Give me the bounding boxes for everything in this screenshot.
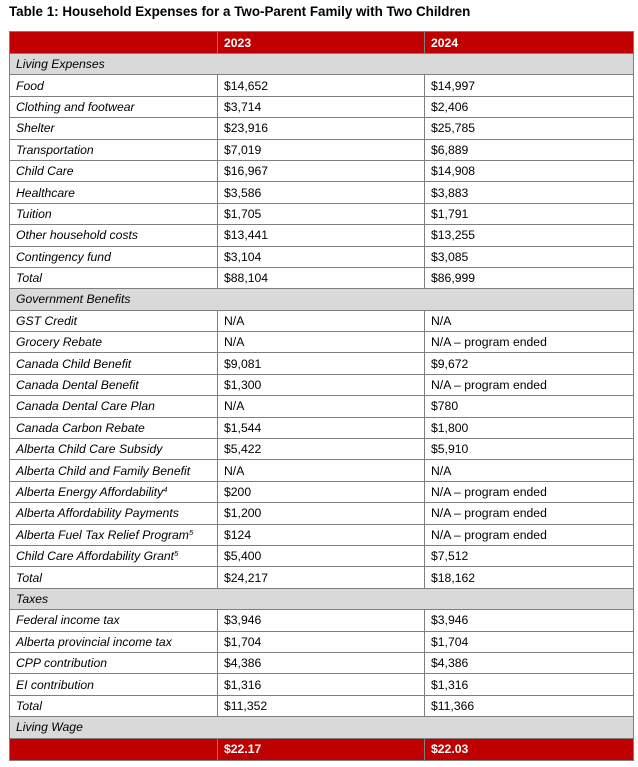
value-2023: N/A (218, 332, 425, 353)
value-2023: $1,705 (218, 203, 425, 224)
value-2024: $6,889 (425, 139, 634, 160)
row-label: Other household costs (16, 228, 138, 243)
value-2023: N/A (218, 460, 425, 481)
row-label: Shelter (16, 121, 55, 136)
value-2024: N/A – program ended (425, 481, 634, 502)
value-2023: $3,104 (218, 246, 425, 267)
table-row (10, 674, 634, 695)
row-label: Healthcare (16, 185, 75, 200)
value-2023: $200 (218, 481, 425, 502)
value-2024: $7,512 (425, 545, 634, 566)
value-2023: $16,967 (218, 160, 425, 181)
section-taxes (10, 588, 634, 609)
table-row (10, 610, 634, 631)
value-2023: $24,217 (218, 567, 425, 588)
table-row (10, 203, 634, 224)
row-label-cell (10, 652, 218, 673)
row-label: Canada Child Benefit (16, 356, 132, 371)
table-row (10, 75, 634, 96)
row-label-cell (10, 631, 218, 652)
row-label: EI contribution (16, 677, 94, 692)
table-header-row (10, 32, 634, 54)
value-2023: $88,104 (218, 267, 425, 288)
value-2024: $1,800 (425, 417, 634, 438)
table-row (10, 160, 634, 181)
row-label: Alberta Affordability Payments (16, 506, 179, 521)
household-expenses-table (9, 31, 634, 761)
table-row (10, 503, 634, 524)
value-2024: $14,997 (425, 75, 634, 96)
row-label: Alberta Child Care Subsidy (16, 442, 163, 457)
table-row (10, 567, 634, 588)
table-row (10, 417, 634, 438)
row-label-cell (10, 417, 218, 438)
row-label: Total (16, 570, 42, 585)
value-2024: $1,704 (425, 631, 634, 652)
table-row (10, 96, 634, 117)
value-2024: N/A – program ended (425, 332, 634, 353)
value-2023: N/A (218, 310, 425, 331)
value-2023: $1,316 (218, 674, 425, 695)
value-2023: $3,586 (218, 182, 425, 203)
row-label-cell (10, 139, 218, 160)
table-row (10, 439, 634, 460)
row-label-cell (10, 96, 218, 117)
table-row (10, 396, 634, 417)
row-label: Total (16, 271, 42, 286)
living-wage-2024: $22.03 (425, 738, 634, 760)
value-2023: $3,946 (218, 610, 425, 631)
row-label-cell (10, 75, 218, 96)
value-2024: N/A (425, 460, 634, 481)
table-row (10, 374, 634, 395)
row-label: Alberta provincial income tax (16, 634, 172, 649)
section-living-wage (10, 717, 634, 738)
value-2024: $780 (425, 396, 634, 417)
value-2023: $5,400 (218, 545, 425, 566)
row-label: Tuition (16, 206, 52, 221)
table-row (10, 652, 634, 673)
row-label: Transportation (16, 142, 94, 157)
row-label-cell (10, 695, 218, 716)
row-label-cell (10, 460, 218, 481)
header-2023: 2023 (218, 32, 425, 54)
value-2024: $3,883 (425, 182, 634, 203)
value-2024: $1,791 (425, 203, 634, 224)
row-label: Canada Carbon Rebate (16, 420, 145, 435)
value-2024: N/A – program ended (425, 374, 634, 395)
row-label-cell (10, 610, 218, 631)
row-label-cell (10, 374, 218, 395)
value-2024: $14,908 (425, 160, 634, 181)
row-label: Federal income tax (16, 613, 120, 628)
table-row (10, 118, 634, 139)
row-label-cell (10, 182, 218, 203)
row-label-cell (10, 332, 218, 353)
row-label-cell (10, 524, 218, 545)
value-2023: $124 (218, 524, 425, 545)
value-2024: $5,910 (425, 439, 634, 460)
section-government-benefits (10, 289, 634, 310)
value-2024: N/A (425, 310, 634, 331)
footnote-marker: 5 (174, 549, 179, 559)
section-label: Government Benefits (10, 289, 634, 310)
footnote-marker: 4 (163, 485, 168, 494)
header-2024: 2024 (425, 32, 634, 54)
value-2023: $1,300 (218, 374, 425, 395)
row-label: Child Care (16, 164, 74, 179)
value-2023: $23,916 (218, 118, 425, 139)
value-2023: $5,422 (218, 439, 425, 460)
section-label: Living Wage (10, 717, 634, 738)
row-label-cell (10, 118, 218, 139)
value-2024: $2,406 (425, 96, 634, 117)
row-label-cell (10, 353, 218, 374)
living-wage-row (10, 738, 634, 760)
value-2023: $13,441 (218, 225, 425, 246)
row-label-cell (10, 503, 218, 524)
living-wage-empty-cell (10, 738, 218, 760)
row-label-cell (10, 160, 218, 181)
row-label-cell (10, 267, 218, 288)
value-2024: $3,085 (425, 246, 634, 267)
row-label-cell (10, 545, 218, 566)
value-2024: N/A – program ended (425, 524, 634, 545)
table-row (10, 225, 634, 246)
row-label: Alberta Fuel Tax Relief Program (16, 527, 189, 542)
value-2023: N/A (218, 396, 425, 417)
row-label-cell (10, 310, 218, 331)
value-2023: $7,019 (218, 139, 425, 160)
value-2023: $1,704 (218, 631, 425, 652)
table-row (10, 310, 634, 331)
table-row (10, 631, 634, 652)
value-2023: $1,544 (218, 417, 425, 438)
row-label-cell (10, 674, 218, 695)
row-label: Grocery Rebate (16, 335, 103, 350)
value-2024: $1,316 (425, 674, 634, 695)
row-label: GST Credit (16, 313, 77, 328)
table-row (10, 267, 634, 288)
value-2024: $13,255 (425, 225, 634, 246)
value-2023: $14,652 (218, 75, 425, 96)
value-2023: $9,081 (218, 353, 425, 374)
header-empty-cell (10, 32, 218, 54)
table-row (10, 182, 634, 203)
value-2023: $11,352 (218, 695, 425, 716)
row-label-cell (10, 203, 218, 224)
section-living-expenses (10, 54, 634, 75)
row-label: Canada Dental Care Plan (16, 399, 155, 414)
section-label: Taxes (10, 588, 634, 609)
row-label: Alberta Energy Affordability (16, 485, 164, 499)
value-2024: $3,946 (425, 610, 634, 631)
row-label: Total (16, 698, 42, 713)
footnote-marker: 5 (188, 527, 194, 537)
row-label-cell (10, 439, 218, 460)
row-label-cell (10, 225, 218, 246)
value-2024: $9,672 (425, 353, 634, 374)
row-label: Clothing and footwear (16, 99, 135, 114)
table-row (10, 139, 634, 160)
table-row (10, 695, 634, 716)
value-2023: $3,714 (218, 96, 425, 117)
value-2024: $25,785 (425, 118, 634, 139)
table-row (10, 460, 634, 481)
living-wage-2023: $22.17 (218, 738, 425, 760)
row-label: Contingency fund (16, 249, 111, 264)
row-label: Food (16, 78, 44, 93)
table-title: Table 1: Household Expenses for a Two-Parent Family with Two Children (9, 4, 471, 19)
table-row (10, 353, 634, 374)
value-2024: $11,366 (425, 695, 634, 716)
table-row (10, 332, 634, 353)
table-row (10, 524, 634, 545)
value-2023: $4,386 (218, 652, 425, 673)
row-label: Child Care Affordability Grant (16, 549, 175, 564)
row-label-cell (10, 246, 218, 267)
row-label: Alberta Child and Family Benefit (16, 463, 191, 478)
table-row (10, 545, 634, 566)
table-row (10, 481, 634, 502)
value-2024: $86,999 (425, 267, 634, 288)
row-label: CPP contribution (16, 656, 108, 671)
value-2024: N/A – program ended (425, 503, 634, 524)
row-label: Canada Dental Benefit (16, 378, 139, 393)
row-label-cell (10, 567, 218, 588)
value-2024: $4,386 (425, 652, 634, 673)
section-label: Living Expenses (10, 54, 634, 75)
value-2023: $1,200 (218, 503, 425, 524)
row-label-cell (10, 396, 218, 417)
table-row (10, 246, 634, 267)
row-label-cell (10, 481, 218, 502)
value-2024: $18,162 (425, 567, 634, 588)
